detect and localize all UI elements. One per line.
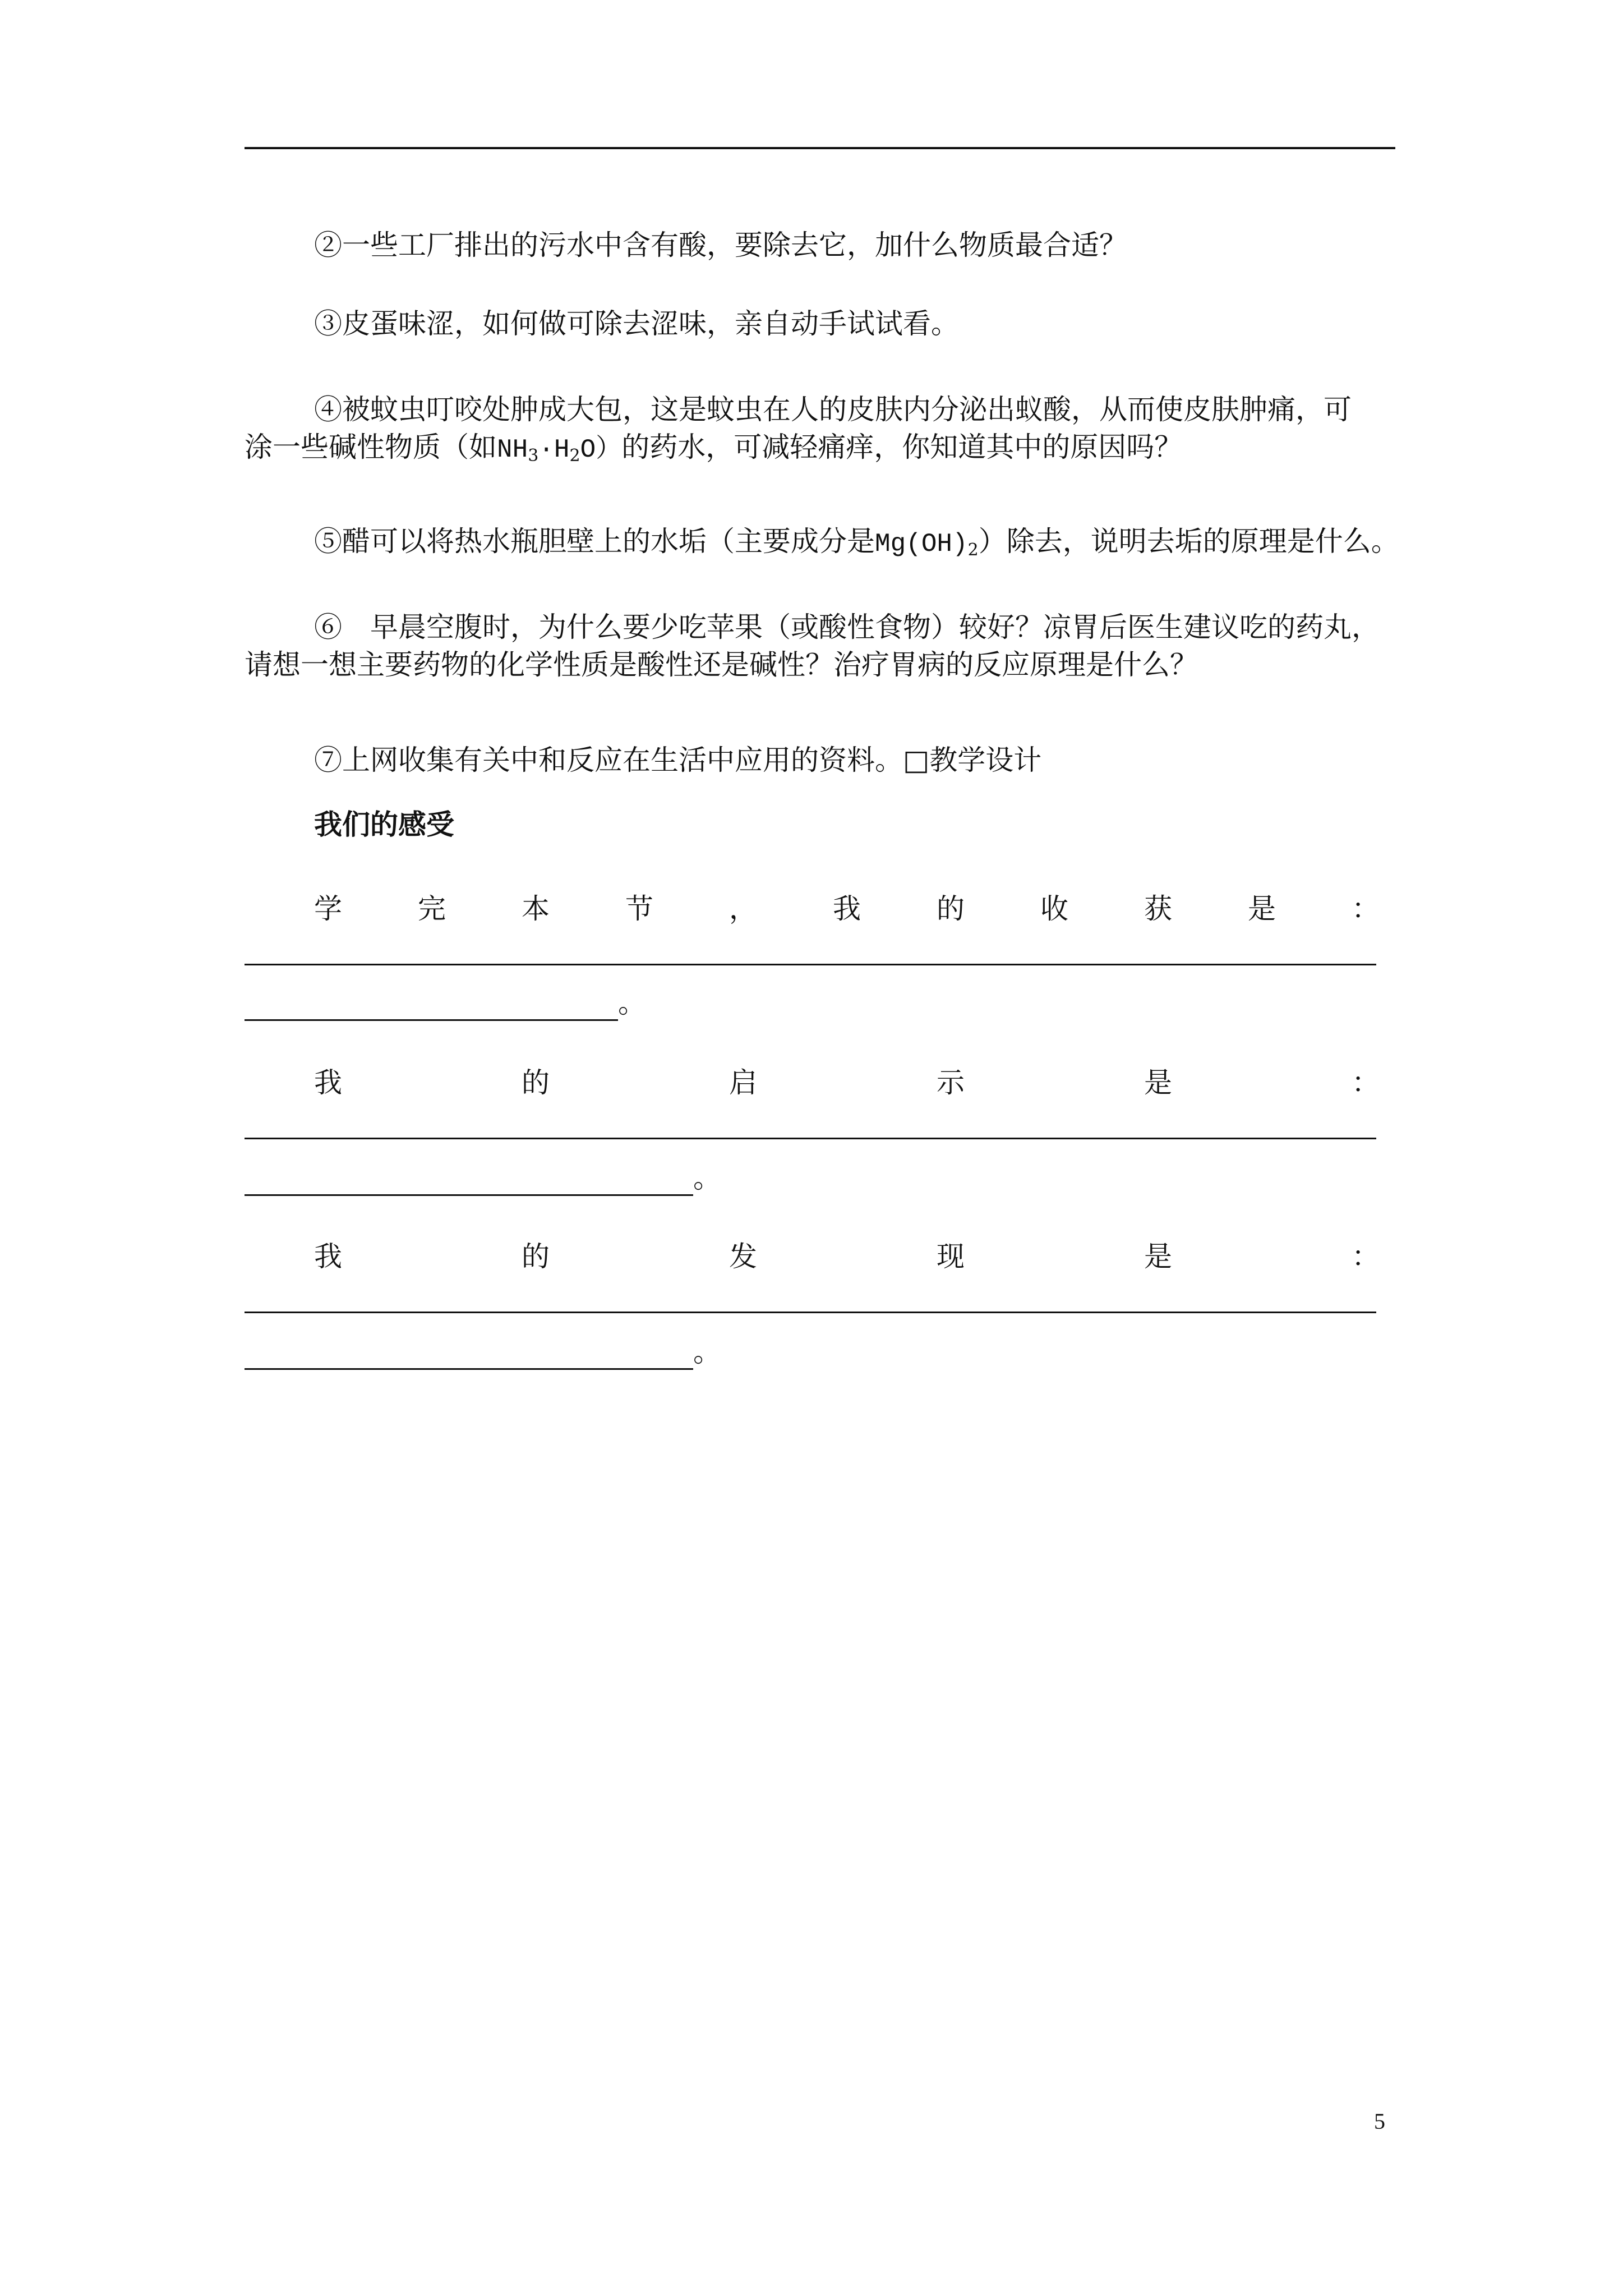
question-6-line-2: 请想一想主要药物的化学性质是酸性还是碱性？治疗胃病的反应原理是什么？ <box>245 648 1198 681</box>
prompt-char: 我 <box>314 1240 342 1273</box>
prompt-char: 是 <box>1144 1240 1172 1273</box>
question-4-line-1: ④被蚊虫叮咬处肿成大包，这是蚊虫在人的皮肤内分泌出蚁酸，从而使皮肤肿痛，可 <box>314 393 1352 426</box>
prompt-char: 我 <box>833 892 861 925</box>
prompt-char: 是 <box>1248 892 1276 925</box>
prompt-char: 收 <box>1040 892 1068 925</box>
prompt-char: 获 <box>1144 892 1172 925</box>
prompt-char: 是 <box>1144 1066 1172 1099</box>
prompt-char: 示 <box>937 1066 965 1099</box>
discovery-answer-line-2[interactable]: 。 <box>245 1329 721 1370</box>
prompt-char: 本 <box>522 892 550 925</box>
inspiration-prompt <box>314 1060 1380 1101</box>
prompt-char: 完 <box>418 892 446 925</box>
question-7: ⑦上网收集有关中和反应在生活中应用的资料。□教学设计 <box>314 744 1042 776</box>
question-4-line-2: 涂一些碱性物质（如$NH_3\cdot H_2O$）的药水，可减轻痛痒，你知道其中的原因吗？ <box>245 431 1183 466</box>
prompt-char: 的 <box>937 892 965 925</box>
question-3: ③皮蛋味涩，如何做可除去涩味，亲自动手试试看。 <box>314 307 959 340</box>
prompt-char: 启 <box>729 1066 757 1099</box>
question-6-line-1: ⑥ 早晨空腹时，为什么要少吃苹果（或酸性食物）较好？凉胃后医生建议吃的药丸， <box>314 611 1380 643</box>
prompt-char: 节 <box>625 892 653 925</box>
question-5: ⑤醋可以将热水瓶胆壁上的水垢（主要成分是$Mg(OH)_2$）除去，说明去垢的原理是什么。 <box>314 525 1399 560</box>
gain-answer-line-1[interactable] <box>245 964 1376 965</box>
prompt-char: 发 <box>729 1240 757 1273</box>
header-rule <box>245 147 1395 149</box>
gain-prompt <box>314 886 1380 927</box>
gain-answer-line-2[interactable]: 。 <box>245 981 646 1021</box>
prompt-char: 的 <box>522 1240 550 1273</box>
discovery-answer-line-1[interactable] <box>245 1312 1376 1313</box>
prompt-char: 我 <box>314 1066 342 1099</box>
discovery-prompt <box>314 1234 1380 1274</box>
inspiration-answer-line-1[interactable] <box>245 1138 1376 1139</box>
prompt-char: 的 <box>522 1066 550 1099</box>
prompt-char: ， <box>729 892 757 925</box>
prompt-char: ： <box>1352 1240 1380 1273</box>
question-2: ②一些工厂排出的污水中含有酸，要除去它，加什么物质最合适？ <box>314 229 1127 261</box>
inspiration-answer-line-2[interactable]: 。 <box>245 1156 721 1196</box>
reflection-heading: 我们的感受 <box>314 808 454 841</box>
page-number: 5 <box>1374 2109 1385 2134</box>
prompt-char: 学 <box>314 892 342 925</box>
prompt-char: 现 <box>937 1240 965 1273</box>
prompt-char: ： <box>1352 1066 1380 1099</box>
prompt-char: ： <box>1352 892 1380 925</box>
